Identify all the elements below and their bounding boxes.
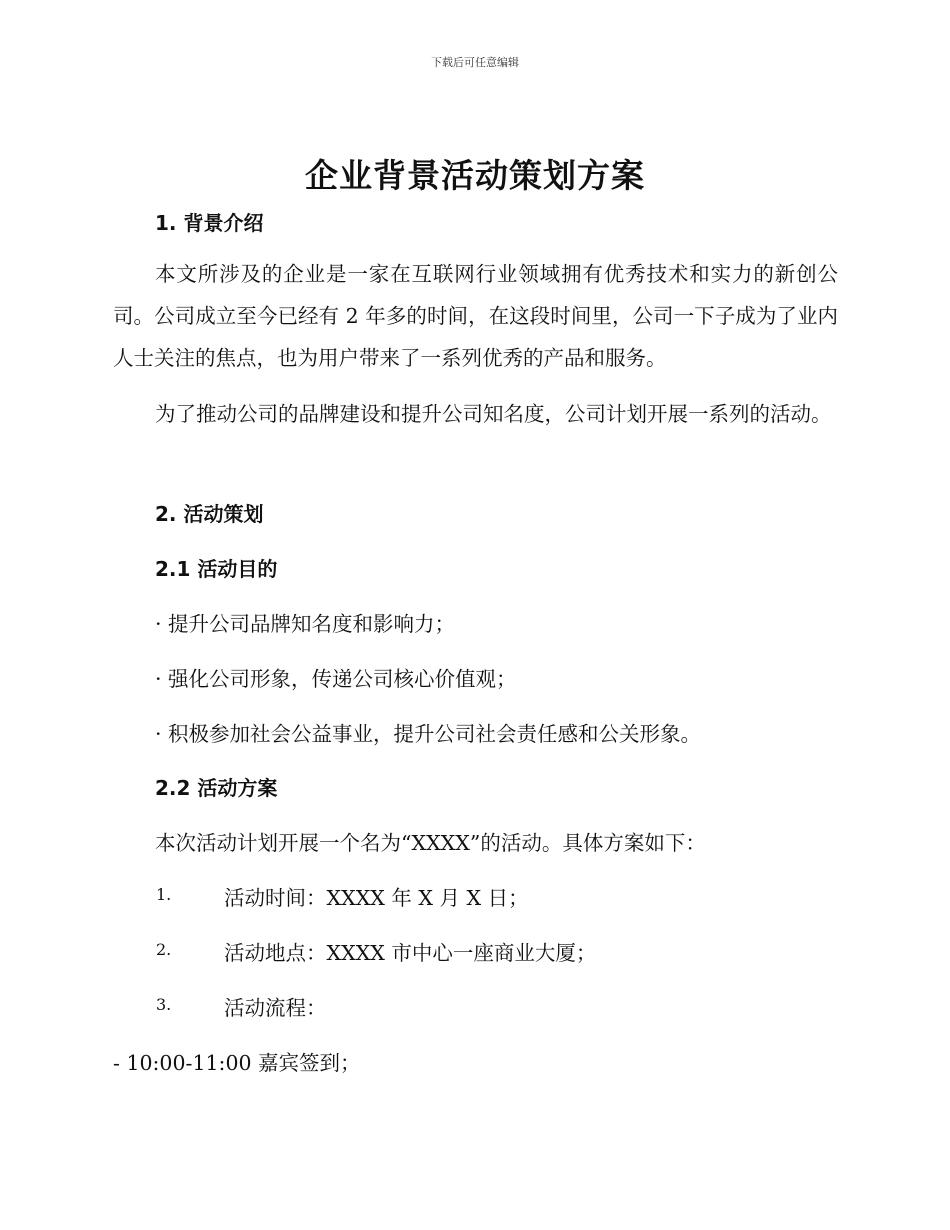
paragraph-company-intro: 本文所涉及的企业是一家在互联网行业领域拥有优秀技术和实力的新创公司。公司成立至今已经有 2 年多的时间，在这段时间里，公司一下子成为了业内人士关注的焦点，也为用户带来了一系列优秀的产品和服务。 <box>113 262 838 370</box>
document-title: 企业背景活动策划方案 <box>305 156 645 195</box>
schedule-item-checkin: - 10:00-11:00 嘉宾签到； <box>113 1051 361 1075</box>
list-item-goal-3: · 积极参加社会公益事业，提升公司社会责任感和公关形象。 <box>155 722 702 746</box>
subsection-heading-activity-plan: 2.2 活动方案 <box>155 776 278 800</box>
list-number-1: 1. <box>156 885 172 904</box>
page-header-note: 下载后可任意编辑 <box>431 56 519 69</box>
subsection-heading-activity-goals: 2.1 活动目的 <box>155 557 278 581</box>
list-item-activity-location: 活动地点：XXXX 市中心一座商业大厦； <box>224 941 597 965</box>
paragraph-plan-intro: 本次活动计划开展一个名为“XXXX”的活动。具体方案如下： <box>155 831 706 855</box>
section-heading-activity-plan: 2. 活动策划 <box>155 502 264 526</box>
list-number-2: 2. <box>156 940 172 959</box>
list-number-3: 3. <box>156 995 172 1014</box>
list-item-activity-time: 活动时间：XXXX 年 X 月 X 日； <box>224 886 529 910</box>
list-item-activity-process: 活动流程： <box>224 996 327 1020</box>
list-item-goal-2: · 强化公司形象，传递公司核心价值观； <box>155 667 517 691</box>
section-heading-background: 1. 背景介绍 <box>155 211 264 235</box>
list-item-goal-1: · 提升公司品牌知名度和影响力； <box>155 612 456 636</box>
paragraph-activity-purpose-intro: 为了推动公司的品牌建设和提升公司知名度，公司计划开展一系列的活动。 <box>155 402 832 426</box>
